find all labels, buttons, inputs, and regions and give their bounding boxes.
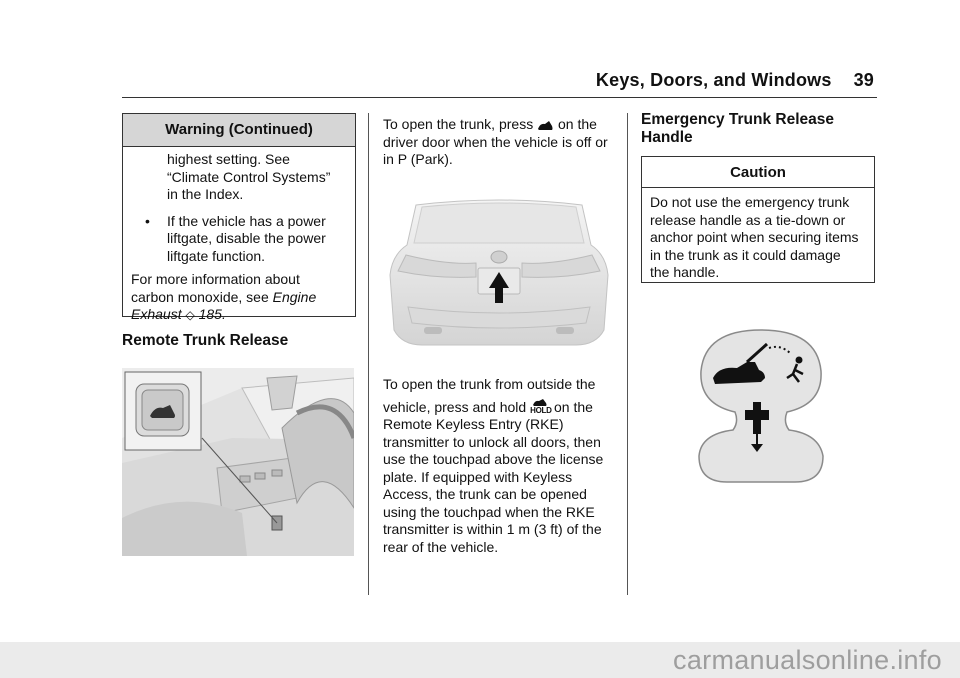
footer-bar <box>0 642 960 678</box>
emergency-handle-illustration <box>695 326 827 484</box>
bullet-mark: • <box>145 212 150 229</box>
rke-instructions: To open the trunk from outside the vehicle, press and hold HOLD on the Remote Keyless Entry (RKE) transmitter to unlock all doors, then use the touchpad above the license plate. If equipped with Keyless Access, the trunk can be opened using the touchpad when the RKE transmitter is within 1 m (3 ft) of the rear of the vehicle. <box>383 376 604 555</box>
header-rule <box>122 97 877 98</box>
section-title: Keys, Doors, and Windows <box>595 70 832 90</box>
watermark[interactable]: carmanualsonline.info <box>673 645 942 675</box>
page-header <box>596 70 874 91</box>
vehicle-rear-illustration <box>386 195 612 350</box>
warning-continued-text: highest setting. See “Climate Control Systems” in the Index. <box>167 151 331 202</box>
person-escape-icon <box>796 357 803 364</box>
remote-trunk-heading: Remote Trunk Release <box>122 332 289 349</box>
column-divider-1 <box>368 113 369 595</box>
trunk-open-instructions: To open the trunk, press on the driver door when the vehicle is off or in P (Park). <box>383 116 608 167</box>
trunk-release-icon <box>537 119 554 132</box>
caution-text: Do not use the emergency trunk release handle as a tie-down or anchor point when securing items in the trunk as it could damage the handle. <box>650 194 859 280</box>
more-info-text: For more information about carbon monoxide, see Engine Exhaust ◇ 185. <box>131 271 317 322</box>
caution-title: Caution <box>642 157 874 188</box>
column-divider-2 <box>627 113 628 595</box>
warning-title: Warning (Continued) <box>123 114 355 147</box>
warning-bullet-item: • If the vehicle has a power liftgate, disable the power liftgate function. <box>145 212 326 264</box>
emergency-release-heading: Emergency Trunk Release Handle <box>641 111 834 146</box>
caution-box <box>641 156 875 283</box>
page-ref-icon: ◇ <box>185 308 195 322</box>
page-ref[interactable]: 185 <box>198 306 222 322</box>
trunk-hold-icon: HOLD <box>530 398 550 416</box>
page-number: 39 <box>853 70 874 90</box>
warning-box <box>122 113 356 322</box>
door-panel-illustration <box>122 368 354 556</box>
